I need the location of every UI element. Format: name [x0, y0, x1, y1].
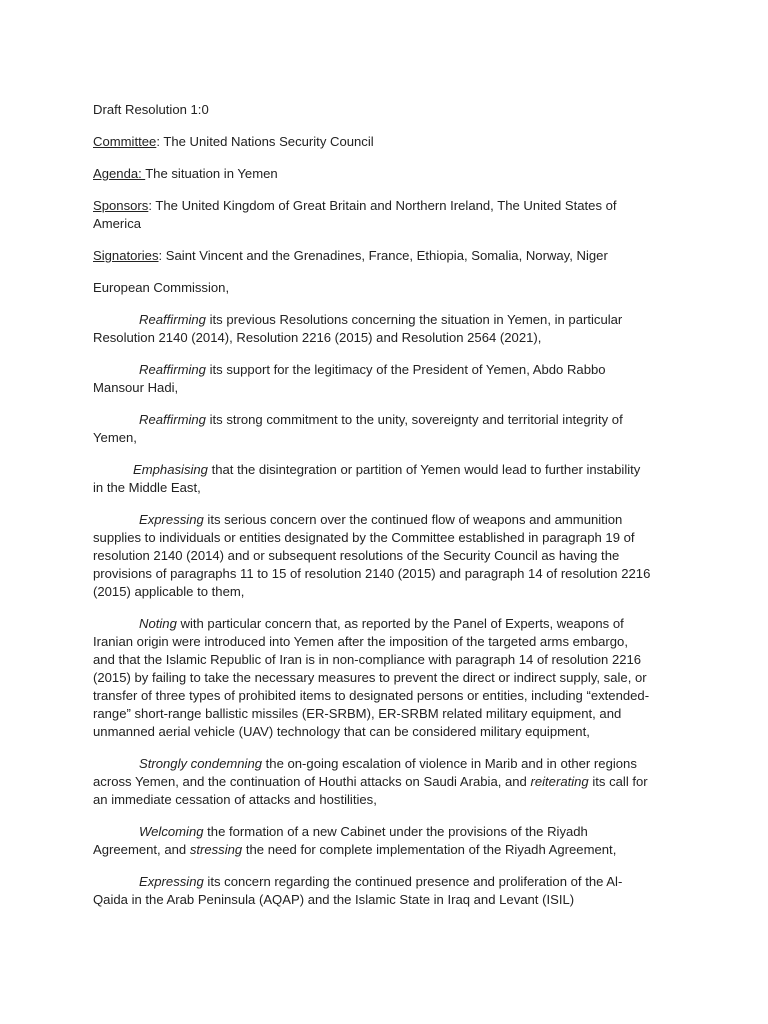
clause-lead: Expressing — [139, 874, 204, 889]
clause-text: the on-going escalation of violence in Marib and in other regions across Yemen, and the continuation of Houthi attacks on Saudi Arabia, and — [93, 756, 637, 789]
agenda-value: The situation in Yemen — [145, 166, 278, 181]
clause-text: that the disintegration or partition of Yemen would lead to further instability in the Middle East, — [93, 462, 641, 495]
signatories-line — [93, 247, 653, 265]
clause-lead: Noting — [139, 616, 177, 631]
clause-text: its strong commitment to the unity, sovereignty and territorial integrity of Yemen, — [93, 412, 623, 445]
preambular-clause — [93, 755, 653, 809]
clause-text-secondary: the need for complete implementation of the Riyadh Agreement, — [242, 842, 617, 857]
clause-lead: Strongly condemning — [139, 756, 263, 771]
clause-lead: Emphasising — [133, 462, 208, 477]
clause-lead-secondary: stressing — [189, 842, 243, 857]
clause-lead: Reaffirming — [139, 362, 206, 377]
clause-lead: Welcoming — [139, 824, 204, 839]
clause-text: its support for the legitimacy of the President of Yemen, Abdo Rabbo Mansour Hadi, — [93, 362, 606, 395]
clause-text: its serious concern over the continued flow of weapons and ammunition supplies to individuals or entities designated by the Committee established in paragraph 19 of resolution 2140 (2014) and or subsequent resolutions of the Security Council as having the provisions of paragraphs 11 to 15 of resolution 2140 (2015) and paragraph 14 of resolution 2216 (2015) applicable to them, — [93, 512, 651, 599]
sponsors-label: Sponsors — [93, 198, 149, 213]
preambular-clause — [93, 823, 653, 859]
clause-text: with particular concern that, as reported by the Panel of Experts, weapons of Iranian origin were introduced into Yemen after the imposition of the targeted arms embargo, and that the Islamic Republic of Iran is in non-compliance with paragraph 14 of resolution 2216 (2015) by failing to take the necessary measures to prevent the direct or indirect supply, sale, or transfer of three types of prohibited items to designated persons or entities, including “extended-range” short-range ballistic missiles (ER-SRBM), ER-SRBM related military equipment, and unmanned aerial vehicle (UAV) technology that can be considered military equipment, — [93, 616, 650, 739]
clause-text: its previous Resolutions concerning the situation in Yemen, in particular Resolution 2140 (2014), Resolution 2216 (2015) and Resolution 2564 (2021), — [93, 312, 623, 345]
addressee: European Commission, — [93, 280, 230, 295]
agenda-label: Agenda: — [93, 166, 146, 181]
clause-lead-secondary: reiterating — [530, 774, 589, 789]
signatories-value: : Saint Vincent and the Grenadines, France, Ethiopia, Somalia, Norway, Niger — [158, 248, 608, 263]
sponsors-line — [93, 197, 653, 233]
preambular-clause — [93, 311, 653, 347]
document-title: Draft Resolution 1:0 — [93, 102, 209, 117]
preambular-clause — [93, 873, 653, 909]
preambular-clause — [93, 411, 653, 447]
document-body — [93, 101, 653, 923]
preambular-clause — [93, 511, 653, 601]
clause-lead: Reaffirming — [139, 312, 206, 327]
clause-text-secondary: its call for an immediate cessation of attacks and hostilities, — [93, 774, 648, 807]
agenda-line — [93, 165, 653, 183]
committee-value: : The United Nations Security Council — [156, 134, 374, 149]
sponsors-value: : The United Kingdom of Great Britain and Northern Ireland, The United States of America — [93, 198, 617, 231]
committee-label: Committee — [93, 134, 157, 149]
clause-lead: Expressing — [139, 512, 204, 527]
clause-text: the formation of a new Cabinet under the provisions of the Riyadh Agreement, and — [93, 824, 588, 857]
signatories-label: Signatories — [93, 248, 159, 263]
preambular-clause — [93, 461, 653, 497]
preambular-clause — [93, 615, 653, 741]
committee-line — [93, 133, 653, 151]
clause-text: its concern regarding the continued presence and proliferation of the Al-Qaida in the Arab Peninsula (AQAP) and the Islamic State in Iraq and Levant (ISIL) — [93, 874, 623, 907]
preambular-clause — [93, 361, 653, 397]
clause-lead: Reaffirming — [139, 412, 206, 427]
